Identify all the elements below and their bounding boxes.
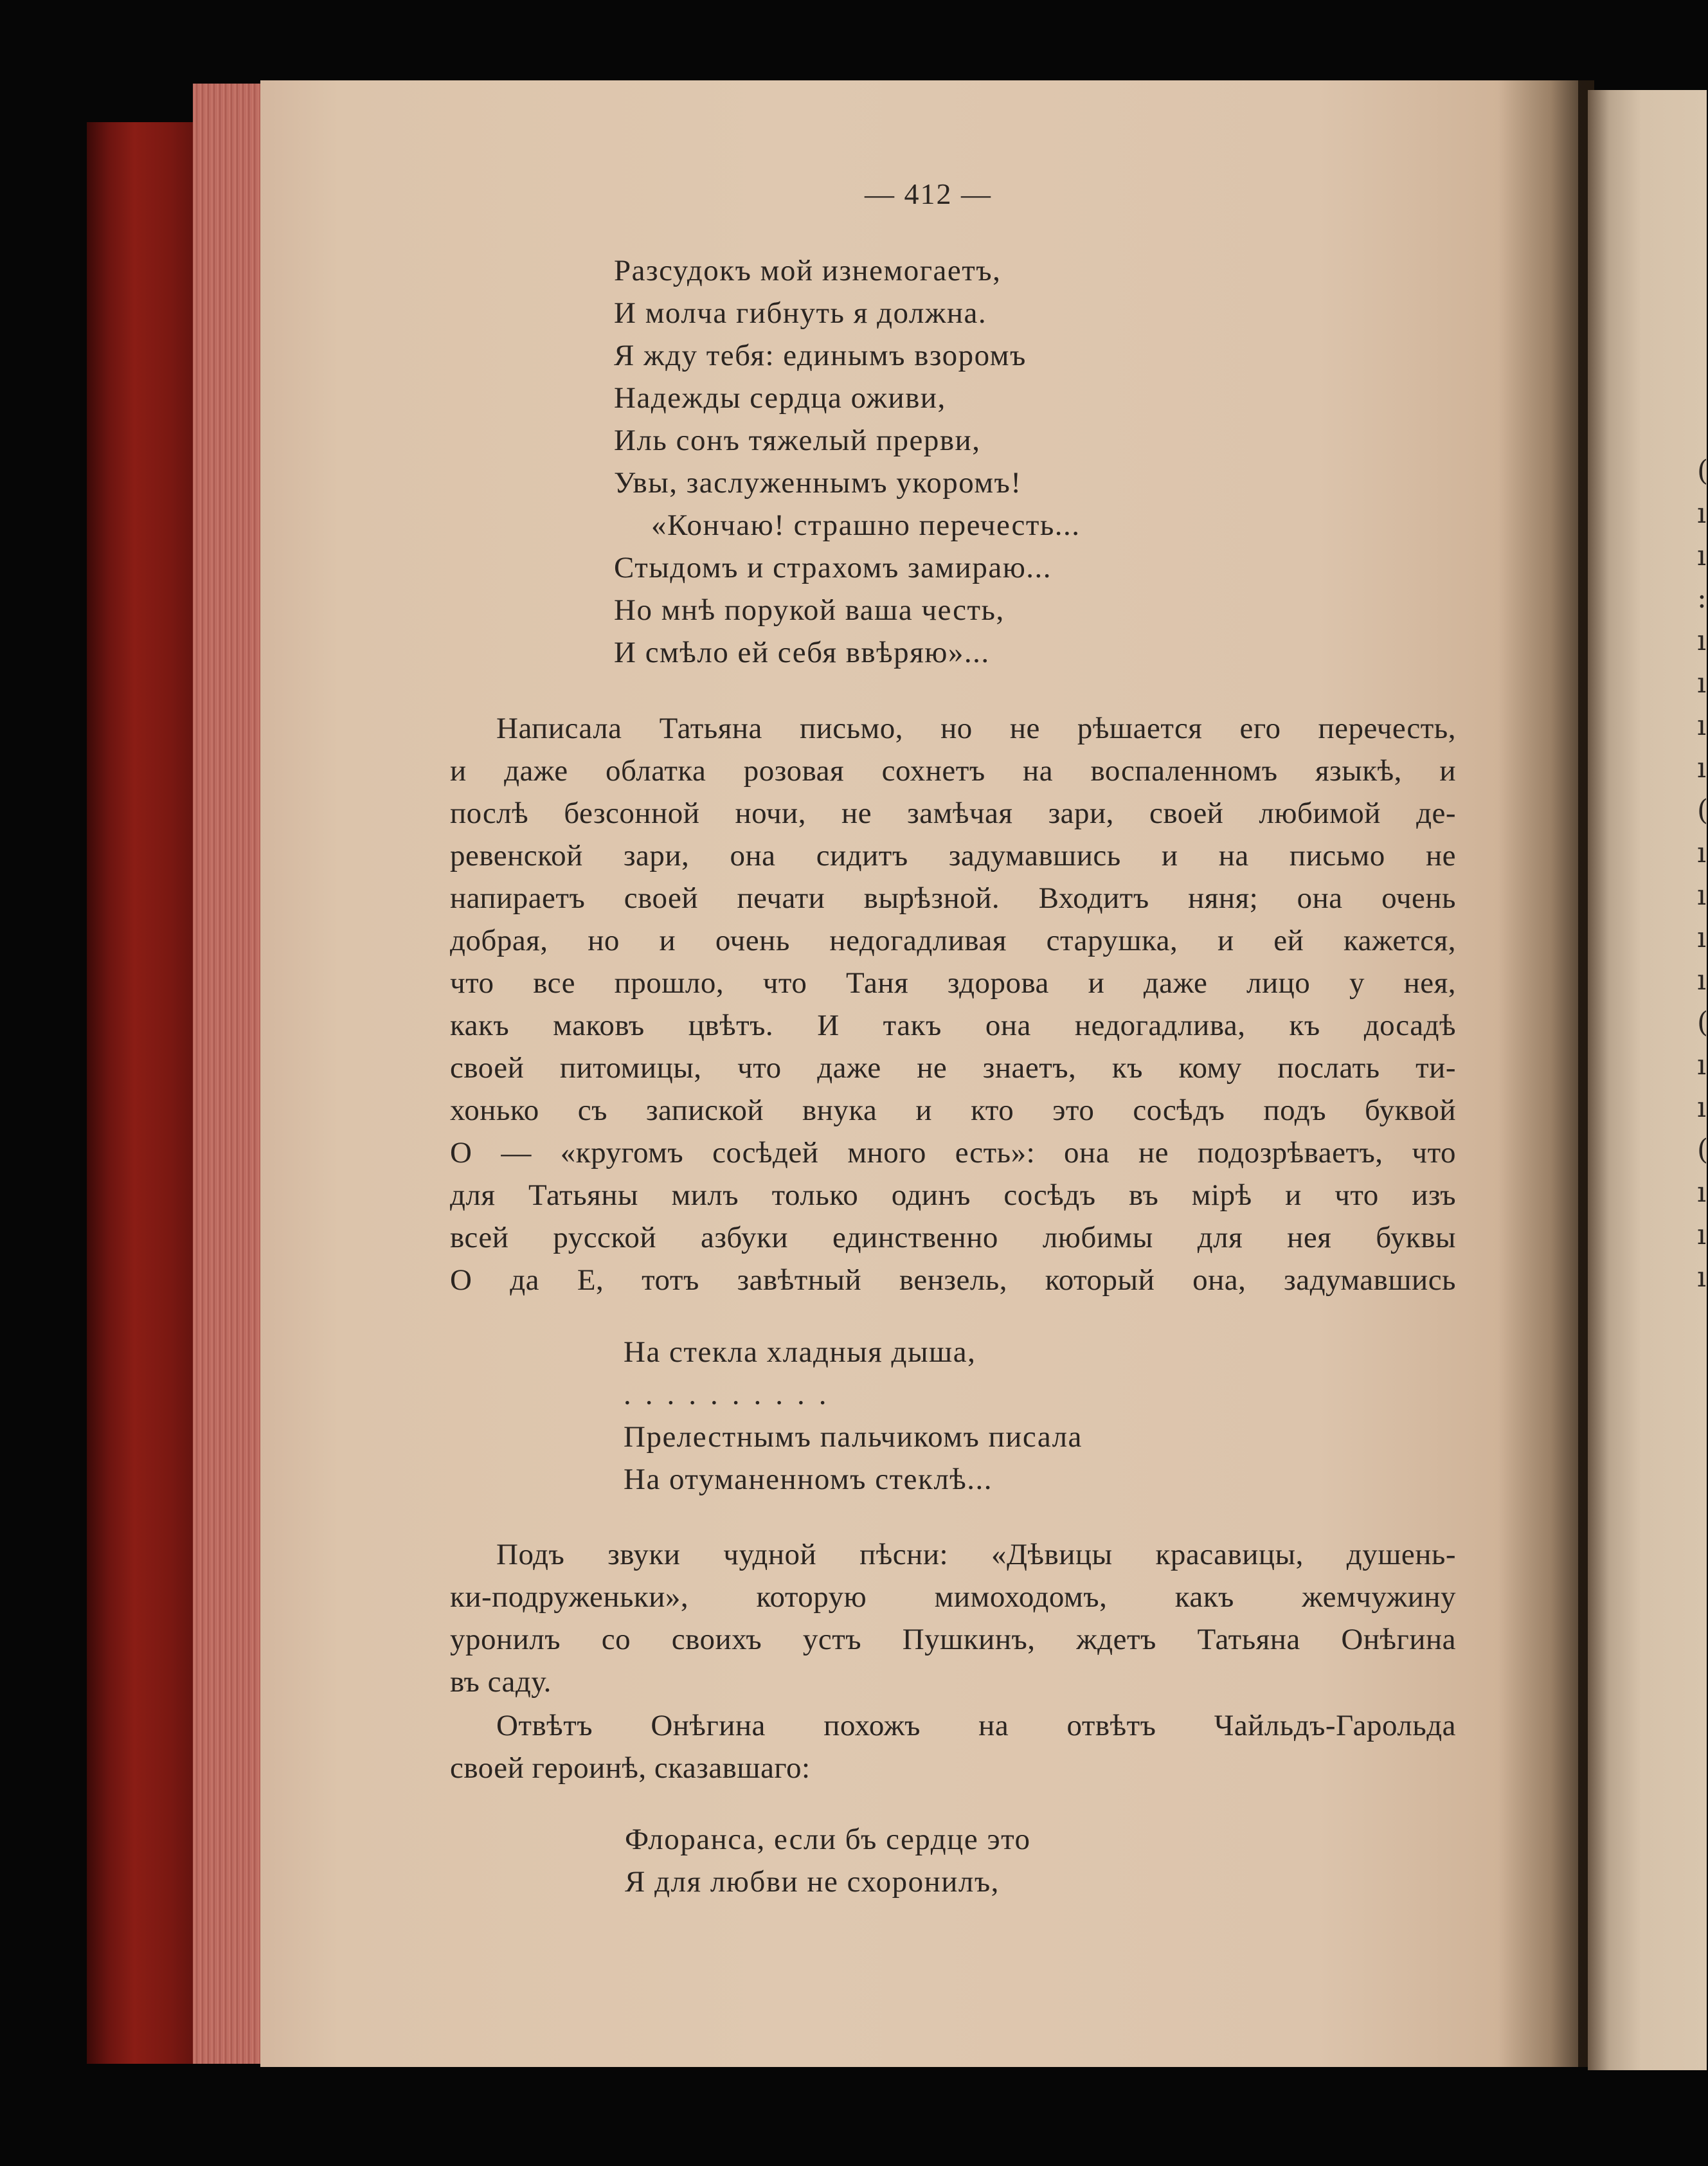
prose-line: хонько съ запиской внука и кто это сосѣдъ подъ буквой [450,1094,1456,1127]
verse-line: На стекла хладныя дыша, [624,1335,976,1369]
right-page-glyph: ı [1697,879,1707,912]
verse-line: Прелестнымъ пальчикомъ писала [624,1420,1083,1454]
prose-line: уронилъ со своихъ устъ Пушкинъ, ждетъ Татьяна Онѣгина [450,1623,1456,1656]
prose-line: своей героинѣ, сказавшаго: [450,1751,811,1785]
right-page-glyph: ( [1697,455,1708,487]
prose-line: Подъ звуки чудной пѣсни: «Дѣвицы красавицы, душень- [496,1538,1456,1571]
right-page-glyph: ı [1697,1049,1707,1081]
right-page-glyph: ı [1697,1261,1707,1294]
right-page-glyph: ( [1697,794,1708,827]
right-page-glyph: ı [1697,709,1707,742]
prose-line: своей питомицы, что даже не знаетъ, къ кому послать ти- [450,1051,1456,1085]
verse-line: И смѣло ей себя ввѣряю»... [614,636,990,669]
right-page-glyph: ı [1697,539,1707,572]
prose-line: что все прошло, что Таня здорова и даже лицо у нея, [450,966,1456,1000]
right-page-glyph: ı [1697,921,1707,954]
prose-line: ревенской зари, она сидитъ задумавшись и на письмо не [450,839,1456,872]
gutter-shadow [1498,80,1594,2067]
paragraph-1 [450,707,1456,1301]
book-cover-edge [87,122,206,2064]
prose-line: О да Е, тотъ завѣтный вензель, который она, задумавшись [450,1263,1456,1297]
right-page-sliver [1588,90,1707,2070]
right-page-glyph: ı [1697,964,1707,997]
paragraph-3 [450,1704,1456,1789]
verse-ellipsis-line: .......... [624,1378,841,1411]
right-page-glyph: ı [1697,667,1707,699]
right-page-glyph: ı [1697,624,1707,657]
verse-line: И молча гибнуть я должна. [614,296,987,330]
prose-line: для Татьяны милъ только одинъ сосѣдъ въ мірѣ и что изъ [450,1178,1456,1212]
prose-line: Отвѣтъ Онѣгина похожъ на отвѣтъ Чайльдъ-Гарольда [496,1709,1456,1742]
right-page-glyph: ( [1697,1133,1708,1166]
prose-line: и даже облатка розовая сохнетъ на воспаленномъ языкѣ, и [450,754,1456,788]
prose-line: О — «кругомъ сосѣдей много есть»: она не подозрѣваетъ, что [450,1136,1456,1169]
right-page-glyph: ı [1697,1091,1707,1124]
right-page-glyph: ( [1697,1006,1708,1039]
right-page-glyph: ı [1697,836,1707,869]
verse-line: Увы, заслуженнымъ укоромъ! [614,466,1022,500]
right-page-glyph: ı [1697,1176,1707,1209]
verse-block-3 [625,1818,1031,1903]
verse-line: На отуманенномъ стеклѣ... [624,1463,993,1496]
right-page-glyph: ı [1697,497,1707,530]
right-page-glyph: : [1697,582,1707,615]
verse-line: Я жду тебя: единымъ взоромъ [614,339,1027,372]
right-page-glyph: ı [1697,752,1707,784]
verse-line: Иль сонъ тяжелый прерви, [614,424,981,457]
verse-block-1 [614,249,1081,674]
prose-line: добрая, но и очень недогадливая старушка, и ей кажется, [450,924,1456,957]
prose-line: послѣ безсонной ночи, не замѣчая зари, своей любимой де- [450,797,1456,830]
prose-line: ки-подруженьки», которую мимоходомъ, какъ жемчужину [450,1580,1456,1614]
verse-line: Флоранса, если бъ сердце это [625,1823,1031,1856]
verse-line: «Кончаю! страшно перечесть... [651,509,1081,542]
right-page-text-fragments [1697,450,1707,1864]
verse-block-2 [624,1331,1083,1501]
prose-line: всей русской азбуки единственно любимы для нея буквы [450,1221,1456,1254]
verse-line: Разсудокъ мой изнемогаетъ, [614,254,1002,287]
prose-line: какъ маковъ цвѣтъ. И такъ она недогадлива, къ досадѣ [450,1009,1456,1042]
prose-line: напираетъ своей печати вырѣзной. Входитъ няня; она очень [450,881,1456,915]
verse-line: Я для любви не схоронилъ, [625,1865,1000,1899]
verse-line: Стыдомъ и страхомъ замираю... [614,551,1052,584]
right-page-glyph: ı [1697,1218,1707,1251]
paragraph-2 [450,1533,1456,1703]
page-edges [193,84,270,2064]
page-number: — 412 — [865,177,992,210]
prose-line: въ саду. [450,1665,552,1699]
prose-line: Написала Татьяна письмо, но не рѣшается его перечесть, [496,712,1456,745]
verse-line: Надежды сердца оживи, [614,381,946,415]
verse-line: Но мнѣ порукой ваша честь, [614,593,1005,627]
